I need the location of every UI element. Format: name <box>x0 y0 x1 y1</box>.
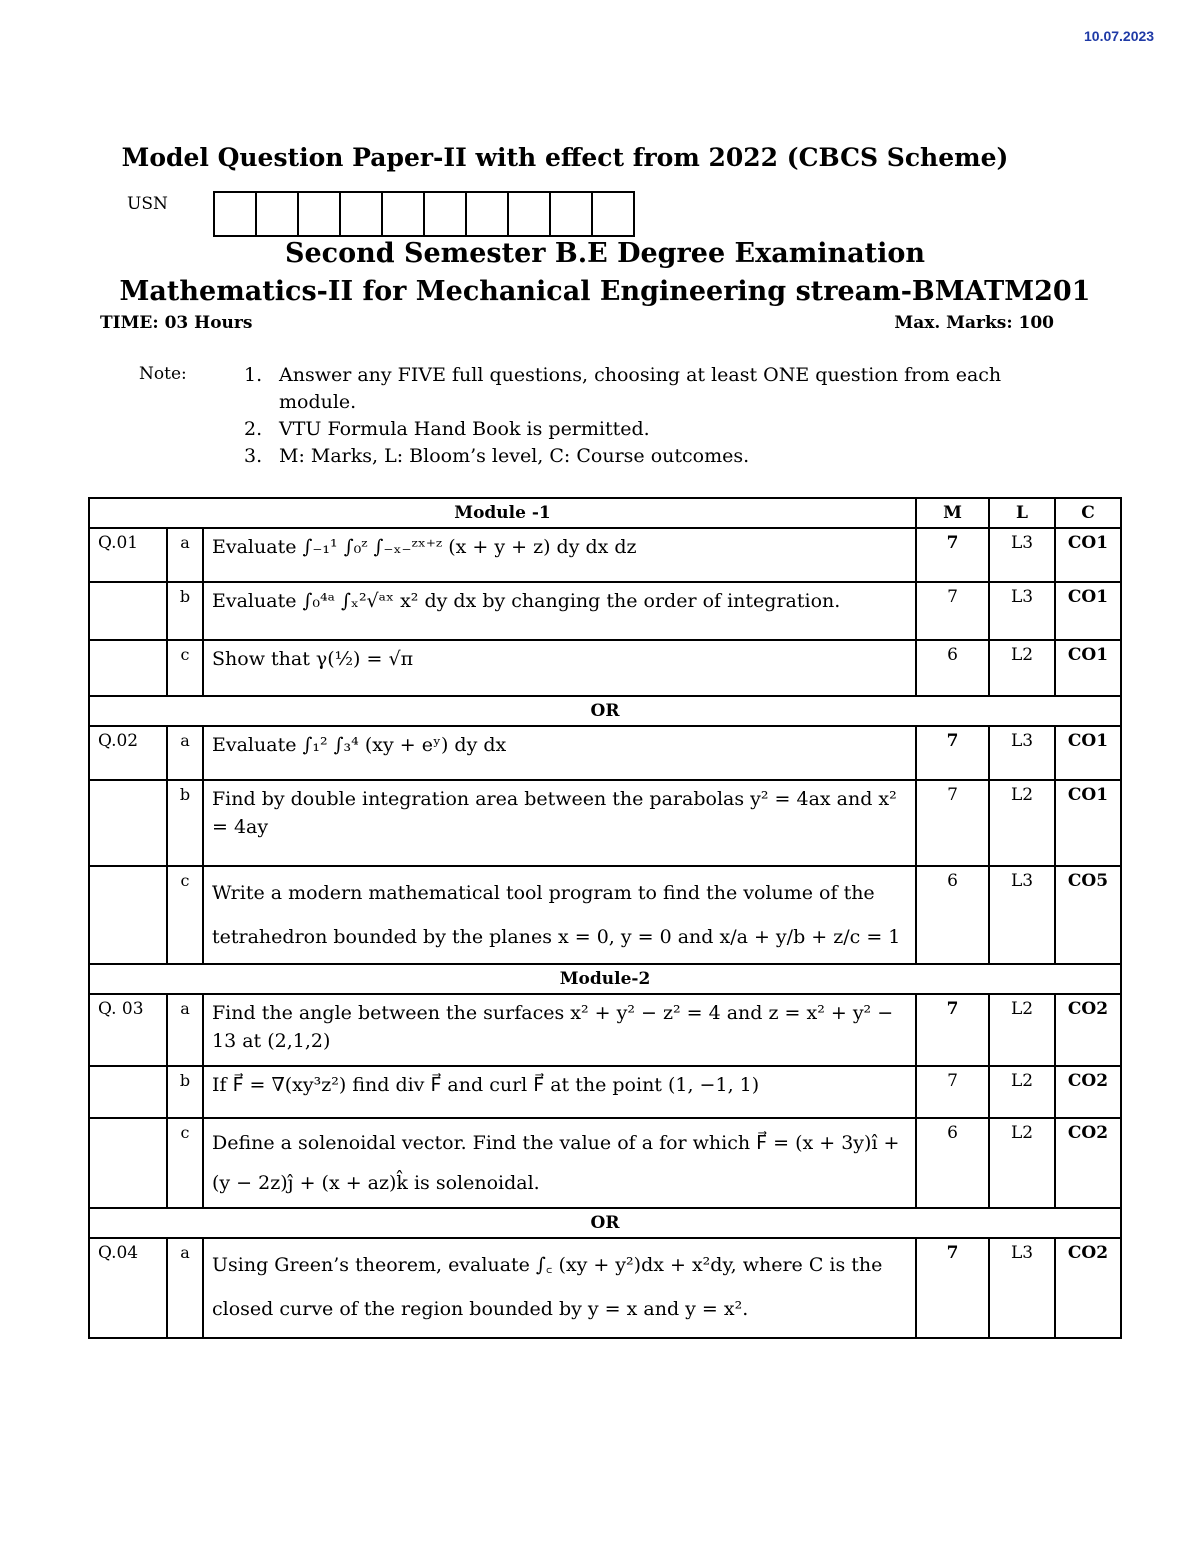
question-marks: 7 <box>916 780 989 866</box>
note-number: 1. <box>244 364 263 386</box>
question-text: Using Green’s theorem, evaluate ∫꜀ (xy + y²)dx + x²dy, where C is the closed curve of the region bounded by y = x and y = x². <box>203 1238 916 1338</box>
question-co: CO2 <box>1055 1238 1121 1338</box>
question-marks: 7 <box>916 528 989 582</box>
question-co: CO2 <box>1055 994 1121 1066</box>
usn-box[interactable] <box>593 193 633 235</box>
usn-box[interactable] <box>551 193 593 235</box>
question-number <box>89 582 167 640</box>
question-number: Q.01 <box>89 528 167 582</box>
question-marks: 7 <box>916 582 989 640</box>
question-number <box>89 640 167 696</box>
question-marks: 7 <box>916 726 989 780</box>
question-co: CO1 <box>1055 640 1121 696</box>
note-list <box>244 362 1039 470</box>
note-text: M: Marks, L: Bloom’s level, C: Course outcomes. <box>279 445 750 467</box>
question-part: a <box>167 994 203 1066</box>
question-level: L3 <box>989 528 1055 582</box>
date-stamp: 10.07.2023 <box>1084 28 1155 44</box>
question-marks: 7 <box>916 994 989 1066</box>
question-co: CO1 <box>1055 528 1121 582</box>
question-level: L3 <box>989 1238 1055 1338</box>
table-row <box>89 640 1121 696</box>
question-number <box>89 780 167 866</box>
usn-box[interactable] <box>215 193 257 235</box>
table-row <box>89 1066 1121 1118</box>
question-part: b <box>167 582 203 640</box>
question-text: Define a solenoidal vector. Find the value of a for which F⃗ = (x + 3y)î + (y − 2z)ĵ + (x + az)k̂ is solenoidal. <box>203 1118 916 1208</box>
table-row <box>89 528 1121 582</box>
question-level: L3 <box>989 582 1055 640</box>
or-label: OR <box>89 1208 1121 1238</box>
question-marks: 7 <box>916 1066 989 1118</box>
col-marks-header: M <box>916 498 989 528</box>
usn-label: USN <box>127 194 168 214</box>
max-marks: Max. Marks: 100 <box>894 313 1054 333</box>
subject-title: Mathematics-II for Mechanical Engineering stream-BMATM201 <box>119 276 1091 307</box>
question-level: L2 <box>989 1066 1055 1118</box>
question-text: Show that γ(½) = √π <box>203 640 916 696</box>
question-number <box>89 1118 167 1208</box>
question-number <box>89 1066 167 1118</box>
question-co: CO1 <box>1055 726 1121 780</box>
question-part: b <box>167 1066 203 1118</box>
note-text: VTU Formula Hand Book is permitted. <box>279 418 650 440</box>
question-text: Find the angle between the surfaces x² + y² − z² = 4 and z = x² + y² − 13 at (2,1,2) <box>203 994 916 1066</box>
question-text: If F⃗ = ∇(xy³z²) find div F⃗ and curl F⃗ at the point (1, −1, 1) <box>203 1066 916 1118</box>
question-text: Find by double integration area between the parabolas y² = 4ax and x² = 4ay <box>203 780 916 866</box>
question-text: Write a modern mathematical tool program to find the volume of the tetrahedron bounded by the planes x = 0, y = 0 and x/a + y/b + z/c = 1 <box>203 866 916 964</box>
usn-box[interactable] <box>383 193 425 235</box>
question-part: a <box>167 726 203 780</box>
question-part: c <box>167 866 203 964</box>
note-number: 3. <box>244 445 263 467</box>
col-level-header: L <box>989 498 1055 528</box>
exam-title: Second Semester B.E Degree Examination <box>284 238 926 269</box>
question-co: CO1 <box>1055 582 1121 640</box>
usn-box[interactable] <box>341 193 383 235</box>
usn-boxes[interactable] <box>213 191 635 237</box>
question-level: L2 <box>989 994 1055 1066</box>
question-marks: 7 <box>916 1238 989 1338</box>
question-part: c <box>167 640 203 696</box>
question-co: CO1 <box>1055 780 1121 866</box>
question-part: c <box>167 1118 203 1208</box>
table-row <box>89 1238 1121 1338</box>
question-table <box>88 497 1122 1339</box>
question-level: L2 <box>989 780 1055 866</box>
question-marks: 6 <box>916 640 989 696</box>
question-number <box>89 866 167 964</box>
question-number: Q.04 <box>89 1238 167 1338</box>
module-2-header-row <box>89 964 1121 994</box>
table-row <box>89 994 1121 1066</box>
usn-box[interactable] <box>467 193 509 235</box>
usn-box[interactable] <box>257 193 299 235</box>
table-row <box>89 582 1121 640</box>
question-co: CO2 <box>1055 1066 1121 1118</box>
question-part: a <box>167 528 203 582</box>
question-marks: 6 <box>916 866 989 964</box>
exam-time: TIME: 03 Hours <box>100 313 253 333</box>
note-label: Note: <box>139 364 187 384</box>
question-level: L3 <box>989 866 1055 964</box>
table-header-row <box>89 498 1121 528</box>
note-text: Answer any FIVE full questions, choosing at least ONE question from each module. <box>279 364 1002 413</box>
question-co: CO5 <box>1055 866 1121 964</box>
question-level: L3 <box>989 726 1055 780</box>
question-text: Evaluate ∫₀⁴ᵃ ∫ₓ²√ᵃˣ x² dy dx by changing the order of integration. <box>203 582 916 640</box>
question-number: Q.02 <box>89 726 167 780</box>
table-row <box>89 866 1121 964</box>
note-item <box>244 416 1039 443</box>
question-level: L2 <box>989 1118 1055 1208</box>
question-part: a <box>167 1238 203 1338</box>
note-number: 2. <box>244 418 263 440</box>
or-label: OR <box>89 696 1121 726</box>
table-row <box>89 1118 1121 1208</box>
question-number: Q. 03 <box>89 994 167 1066</box>
paper-title: Model Question Paper-II with effect from 2022 (CBCS Scheme) <box>121 143 1009 172</box>
or-separator-row <box>89 1208 1121 1238</box>
question-marks: 6 <box>916 1118 989 1208</box>
usn-box[interactable] <box>425 193 467 235</box>
module-1-header: Module -1 <box>89 498 916 528</box>
note-item <box>244 362 1039 416</box>
usn-box[interactable] <box>299 193 341 235</box>
question-text: Evaluate ∫₋₁¹ ∫₀ᶻ ∫₋ₓ₋ᶻˣ⁺ᶻ (x + y + z) dy dx dz <box>203 528 916 582</box>
question-part: b <box>167 780 203 866</box>
question-level: L2 <box>989 640 1055 696</box>
or-separator-row <box>89 696 1121 726</box>
table-row <box>89 726 1121 780</box>
question-co: CO2 <box>1055 1118 1121 1208</box>
question-text: Evaluate ∫₁² ∫₃⁴ (xy + eʸ) dy dx <box>203 726 916 780</box>
usn-box[interactable] <box>509 193 551 235</box>
note-item <box>244 443 1039 470</box>
table-row <box>89 780 1121 866</box>
col-co-header: C <box>1055 498 1121 528</box>
module-2-header: Module-2 <box>89 964 1121 994</box>
